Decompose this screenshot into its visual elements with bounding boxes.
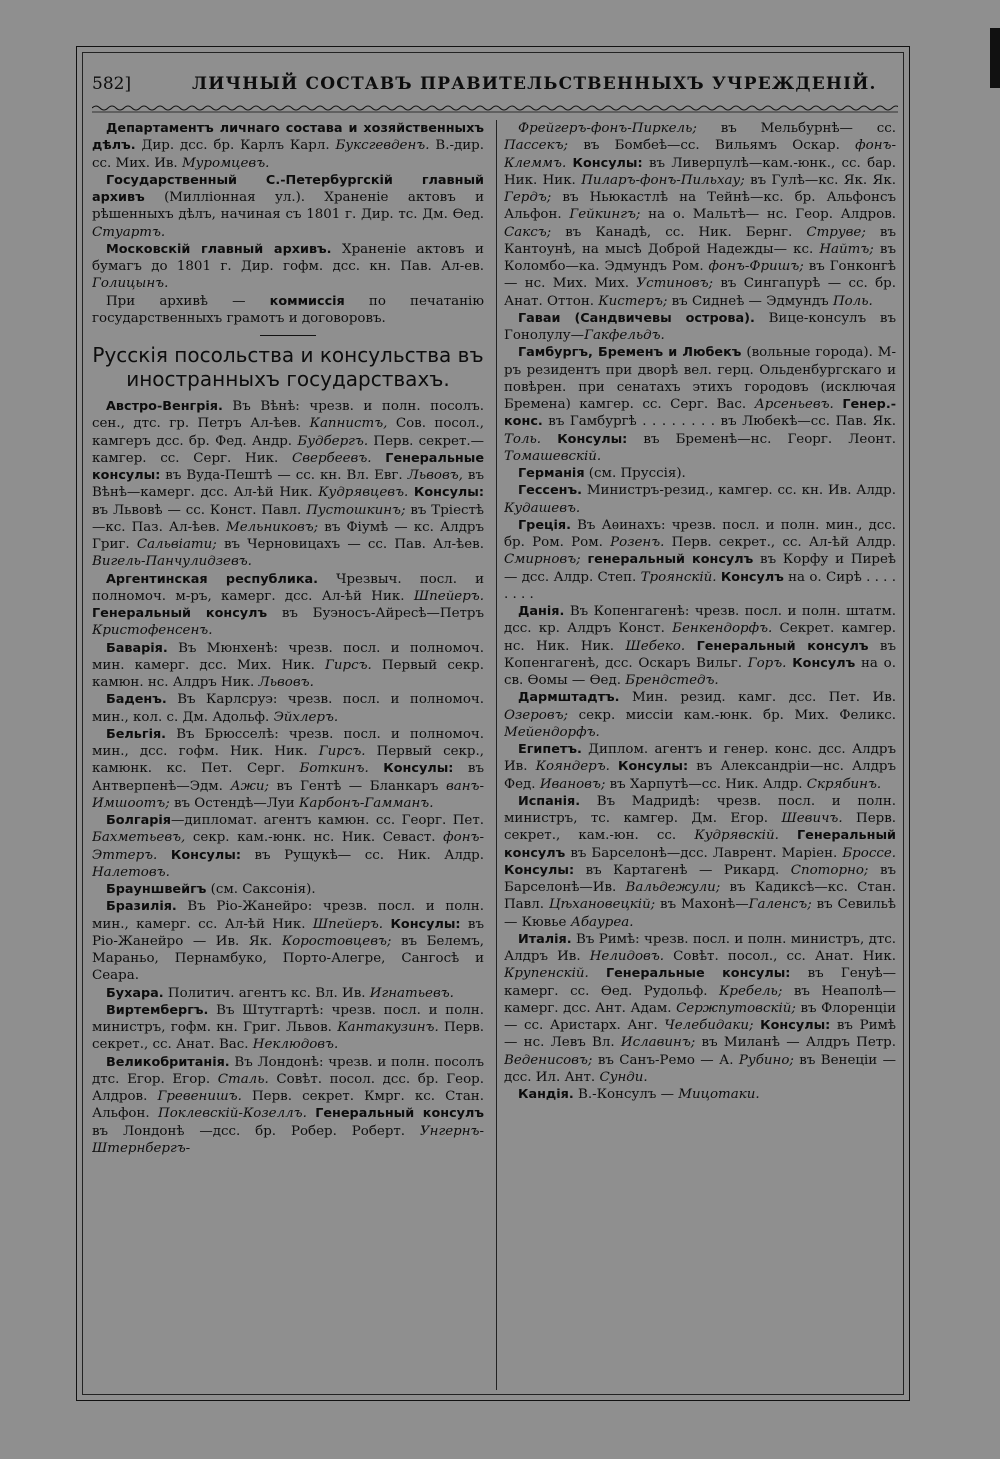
entry-text: въ Белемъ, Мараньо, Пернамбуко, Порто-Алегре, Сангосѣ и Сеара. [92, 933, 484, 984]
entry-paragraph [504, 344, 896, 465]
entry-text [685, 639, 696, 654]
entry-heading: Консулы: [413, 485, 484, 501]
entry-text: въ Вѣнѣ—камерг. дсс. Ал-ѣй Ник. [92, 468, 484, 501]
entry-text: въ Махонѣ— [655, 897, 749, 913]
entry-text: въ Рущукѣ— сс. Ник. Алдр. [240, 847, 484, 863]
person-name: Налетовъ. [92, 864, 170, 880]
entry-text: по печатанію государственныхъ грамотъ и договоровъ. [92, 293, 484, 326]
entry-text: Въ Брюсселѣ: чрезв. посл. и полномоч. мин., дсс. гофм. Ник. Ник. [92, 726, 484, 759]
entry-text: Въ Штутгартѣ: чрезв. посл. и полн. министръ, гофм. кн. Григ. Львов. [92, 1002, 484, 1035]
entry-text: Совѣт. посол., сс. Анат. Ник. [664, 949, 896, 964]
person-name: Крупенскій. [504, 966, 589, 982]
entry-heading: Генер.-конс. [504, 397, 896, 430]
entry-paragraph [92, 398, 484, 571]
person-name: Ивановъ; [539, 776, 606, 792]
entry-paragraph [92, 293, 484, 328]
entry-paragraph [92, 691, 484, 726]
entry-text: въ Кадиксѣ—кс. Стан. Павл. [504, 880, 896, 913]
entry-text: Въ Римѣ: чрезв. посл. и полн. министръ, дтс. Алдръ Ив. [504, 931, 896, 964]
entry-heading: Гаваи (Сандвичевы острова). [518, 310, 755, 326]
entry-text: —дипломат. агентъ камюн. сс. Георг. Пет. [171, 813, 484, 828]
entry-paragraph [504, 1086, 896, 1103]
entry-text: въ Буэносъ-Айресѣ—Петръ [267, 606, 484, 621]
entry-text: въ Гонконгѣ — нс. Мих. Мих. [504, 259, 896, 292]
person-name: Вигель-Панчулидзевъ. [92, 554, 252, 570]
entry-text: въ Ріо-Жанейро — Ив. Як. [92, 916, 484, 949]
section-title [92, 343, 484, 391]
entry-text: (см. Саксонія). [206, 882, 316, 897]
person-name: фонъ-Эттеръ. [92, 830, 484, 863]
person-name: Найтъ; [819, 241, 874, 257]
person-name: Смирновъ; [504, 552, 581, 568]
entry-paragraph [504, 603, 896, 689]
person-name: Пустошкинъ; [306, 502, 406, 518]
entry-text: Въ Копенгагенѣ: чрезв. посл. и полн. штатм. дсс. кр. Алдръ Конст. [504, 604, 896, 637]
person-name: Гирсъ. [318, 744, 366, 759]
person-name: Скрябинъ. [806, 776, 882, 792]
entry-heading: Генеральные консулы: [605, 966, 791, 982]
entry-text: въ Картагенѣ — Рикард. [574, 862, 791, 878]
entry-heading: Аргентинская республика. [106, 571, 319, 587]
person-name: Муромцевъ. [181, 155, 270, 171]
entry-text: В.-Консулъ — [573, 1087, 679, 1102]
entry-paragraph [504, 931, 896, 1086]
entry-heading: Кандія. [518, 1087, 574, 1102]
person-name: Эйхлеръ. [273, 709, 339, 725]
entry-text: въ Барселонѣ—дсс. Лаврент. Маріен. [565, 845, 843, 861]
entry-text: Вице-консулъ въ Гонолулу— [504, 310, 896, 343]
entry-text: въ Сингапурѣ — сс. бр. Анат. Оттон. [504, 276, 896, 309]
person-name: Вальдежули; [625, 880, 721, 895]
entry-text: въ Ньюкастлѣ на Тейнѣ—кс. бр. Альфонсъ Альфон. [504, 190, 896, 223]
entry-text: въ Барселонѣ—Ив. [504, 862, 896, 895]
entry-text: Диплом. агентъ и генер. конс. дсс. Алдръ Ив. [504, 742, 896, 775]
person-name: Струве; [806, 224, 866, 240]
entry-text: въ Севильѣ— Кювье [504, 897, 896, 930]
entry-heading: Генеральный консулъ [92, 606, 268, 621]
entry-heading: Великобританія. [106, 1054, 230, 1070]
entry-text: Политич. агентъ кс. Вл. Ив. [163, 985, 370, 1001]
right-column [504, 120, 896, 1390]
person-name: Арсеньевъ. [754, 397, 834, 412]
person-name: Гакфельдъ. [584, 328, 665, 343]
page-number: 582] [92, 74, 132, 94]
person-name: Кудашевъ. [504, 500, 581, 516]
entry-text: Министръ-резид., камгер. сс. кн. Ив. Алдр. [582, 483, 896, 499]
entry-text: Перв. секрет. Кмрг. кс. Стан. Альфон. [92, 1089, 484, 1122]
entry-text: Секрет. камгер. нс. Ник. Ник. [504, 621, 896, 654]
entry-paragraph [92, 172, 484, 241]
person-name: Игнатьевъ. [369, 985, 454, 1001]
entry-heading: Дармштадтъ. [518, 690, 620, 706]
entry-text: на о. Мальтѣ— нс. Геор. Алдров. [640, 207, 896, 223]
entry-text: въ Санъ-Ремо — А. [592, 1052, 739, 1068]
entry-text: въ Антверпенѣ—Эдм. [92, 761, 484, 794]
entry-paragraph [92, 898, 484, 984]
entry-paragraph [92, 985, 484, 1002]
entry-text: въ Гулѣ—кс. Як. Як. [744, 172, 896, 188]
entry-text [157, 848, 171, 863]
entry-text: въ Бомбеѣ—сс. Вильямъ Оскар. [568, 138, 856, 154]
entry-heading: Консулы: [618, 759, 689, 775]
entry-heading: Бразилія. [106, 899, 177, 915]
edge-mark [990, 28, 1000, 88]
entry-text: Перв. секрет., сс. Анат. Вас. [92, 1020, 484, 1053]
entry-heading: Гамбургъ, Бременъ и Любекъ [518, 345, 742, 361]
entry-paragraph [504, 741, 896, 793]
person-name: Кудрявцевъ. [318, 485, 409, 501]
person-name: Стуартъ. [92, 224, 166, 240]
person-name: Поль. [832, 293, 873, 309]
entry-text: Въ Карлсруэ: чрезв. посл. и полномоч. мин., кол. с. Дм. Адольф. [92, 692, 484, 725]
entry-text: Въ Мюнхенѣ: чрезв. посл. и полномоч. мин. камерг. дсс. Мих. Ник. [92, 640, 484, 673]
entry-text: въ Вуда-Пештѣ — сс. кн. Вл. Евг. [160, 468, 408, 483]
entry-heading: Консулы: [504, 862, 575, 878]
entry-heading: Гессенъ. [518, 483, 583, 499]
entry-heading: Генеральные консулы: [92, 450, 484, 483]
entry-text [779, 828, 797, 843]
entry-text: въ Флоренціи— сс. Аристарх. Анг. [504, 1000, 896, 1033]
entry-paragraph [92, 241, 484, 293]
person-name: Гирсъ. [325, 657, 372, 673]
person-name: Веденисовъ; [504, 1052, 593, 1068]
entry-heading: Египетъ. [518, 742, 582, 757]
column-divider [496, 120, 497, 1390]
entry-text: въ Ливерпулѣ—кам.-юнк., сс. бар. Ник. Ник. [504, 155, 896, 188]
entry-heading: Государственный С.-Петербургскій главный архивъ [92, 172, 484, 205]
person-name: Томашевскій. [504, 448, 602, 464]
person-name: Львовъ. [258, 675, 314, 690]
running-header [92, 74, 898, 102]
person-name: Пиларъ-фонъ-Пильхау; [581, 172, 745, 188]
entry-paragraph [92, 571, 484, 640]
person-name: Львовъ, [407, 468, 463, 483]
person-name: Неклюдовъ. [252, 1037, 339, 1053]
person-name: Рубино; [738, 1052, 794, 1068]
entry-text: (Милліонная ул.). Храненіе актовъ и рѣшенныхъ дѣлъ, начиная съ 1801 г. Дир. тс. Дм. Ѳед. [92, 190, 484, 223]
entry-text: въ Гентѣ — Бланкаръ [268, 778, 446, 794]
entry-text: Мин. резид. камг. дсс. Пет. Ив. [619, 690, 896, 706]
entry-paragraph [92, 812, 484, 881]
entry-text: въ Кантоунѣ, на мысѣ Доброй Надежды— кс. [504, 224, 896, 257]
person-name: Кудрявскій. [694, 828, 779, 844]
entry-text: Перв. секрет., кам.-юн. сс. [504, 811, 896, 844]
entry-heading: Италія. [518, 931, 572, 947]
entry-heading: Московскій главный архивъ. [106, 241, 332, 257]
entry-heading: Генеральный консулъ [696, 638, 869, 654]
entry-text: Сов. посол., камгеръ дсс. бр. Фед. Андр. [92, 416, 484, 449]
entry-paragraph [92, 120, 484, 172]
person-name: Мицотаки. [678, 1087, 760, 1102]
person-name: Саксъ; [504, 224, 552, 240]
entry-text: Въ Лондонѣ: чрезв. и полн. посолъ дтс. Егор. Егор. [92, 1054, 484, 1087]
entry-heading: Бухара. [106, 985, 164, 1001]
entry-text: въ Неаполѣ—камерг. дсс. Ант. Адам. [504, 983, 896, 1016]
person-name: Броссе. [842, 845, 896, 861]
entry-text: въ Лондонѣ —дсс. бр. Робер. Роберт. [92, 1123, 420, 1139]
person-name: фонъ-Фришъ; [708, 259, 804, 274]
person-name: Брендстедъ. [625, 673, 719, 688]
entry-paragraph [92, 640, 484, 692]
entry-heading: Консулы: [760, 1018, 831, 1033]
person-name: Мельниковъ; [226, 519, 319, 535]
entry-heading: Баденъ. [106, 692, 167, 708]
person-name: Кантакузинъ. [337, 1020, 439, 1035]
entry-heading: Брауншвейгъ [106, 882, 207, 897]
person-name: Капнистъ, [309, 416, 388, 432]
person-name: Гейкингъ; [569, 207, 641, 223]
entry-paragraph [504, 517, 896, 603]
person-name: Цѣхановецкій; [548, 897, 656, 913]
entry-heading: Болгарія [106, 813, 172, 828]
entry-heading: Испанія. [518, 793, 581, 809]
entry-text: секр. кам.-юнк. нс. Ник. Севаст. [185, 830, 444, 846]
entry-paragraph [92, 881, 484, 898]
entry-text: Совѣт. посол. дсс. бр. Геор. Алдров. [92, 1071, 484, 1104]
person-name: Пассекъ; [504, 138, 569, 154]
person-name: Кребель; [719, 983, 783, 999]
entry-paragraph [504, 310, 896, 345]
entry-text: въ Генуѣ—камерг. сс. Ѳед. Рудольф. [504, 966, 896, 999]
person-name: Фрейгеръ-фонъ-Пиркель; [518, 121, 697, 136]
person-name: Шебеко. [625, 638, 686, 654]
person-name: Буксгевденъ. [335, 138, 430, 154]
entry-heading: Департаментъ личнаго состава и хозяйственныхъ дѣлъ. [92, 121, 484, 154]
entry-heading: Греція. [518, 517, 571, 533]
person-name: Сунди. [599, 1069, 648, 1085]
entry-heading: Консулъ [792, 655, 856, 671]
entry-heading: Данія. [518, 604, 565, 619]
person-name: фонъ-Клеммъ. [504, 138, 896, 171]
person-name: Гердъ; [504, 190, 552, 205]
entry-heading: Консулы: [390, 916, 461, 932]
entry-text: въ Фіумѣ — кс. Алдръ Григ. [92, 519, 484, 552]
entry-text: въ Харпутѣ—сс. Ник. Алдр. [605, 776, 807, 792]
entry-text: на о. св. Ѳомы — Ѳед. [504, 655, 896, 688]
entry-heading: Баварія. [106, 640, 168, 656]
person-name: Кояндеръ. [535, 759, 610, 775]
person-name: Розенъ. [610, 535, 665, 550]
person-name: Кистеръ; [598, 293, 668, 309]
person-name: Иславинъ; [620, 1035, 696, 1051]
person-name: Гревенишъ. [157, 1089, 242, 1104]
entry-text: въ Миланѣ — Алдръ Петр. [695, 1035, 896, 1051]
person-name: Челебидаки; [664, 1018, 754, 1033]
page-title: ЛИЧНЫЙ СОСТАВЪ ПРАВИТЕЛЬСТВЕННЫХЪ УЧРЕЖДЕНІЙ. [192, 74, 877, 94]
person-name: Шпейеръ. [312, 916, 384, 932]
entry-heading: Германія [518, 466, 585, 481]
person-name: ванъ-Имшоотъ; [92, 778, 484, 811]
entry-text: (вольные города). М-ръ резидентъ при дворѣ вел. герц. Ольденбургскаго и повѣрен. при сенатахъ этихъ городовъ (исключая Бремена) камгер. сс. Серг. Вас. [504, 345, 896, 412]
entry-text: Первый секр. камюн. нс. Алдръ Ник. [92, 657, 484, 690]
entry-text: Храненіе актовъ и бумагъ до 1801 г. Дир. гофм. дсс. кн. Пав. Ал-ев. [92, 241, 484, 274]
entry-text: въ Бременѣ—нс. Георг. Леонт. [627, 431, 896, 447]
person-name: Абауреа. [570, 914, 634, 930]
entry-text: Перв. секрет.—камгер. сс. Серг. Ник. [92, 433, 484, 466]
entry-text: Въ Вѣнѣ: чрезв. и полн. посолъ. сен., дтс. гр. Петръ Ал-ѣев. [92, 399, 484, 432]
person-name: Будбергъ. [297, 433, 369, 449]
entry-paragraph [92, 1002, 484, 1054]
entry-text: Въ Мадридѣ: чрезв. посл. и полн. министръ, тс. камгер. Дм. Егор. [504, 793, 896, 826]
entry-text [610, 759, 618, 774]
person-name: Поклевскій-Козеллъ. [158, 1106, 307, 1122]
entry-heading: Генеральный консулъ [504, 828, 896, 861]
person-name: Свербеевъ. [292, 450, 372, 466]
entry-text: въ Венеціи — дсс. Ил. Ант. [504, 1052, 896, 1085]
person-name: Троянскій. [640, 569, 717, 585]
entry-text [369, 761, 384, 776]
left-column [92, 120, 484, 1390]
person-name: Сержпутовскій; [676, 1000, 796, 1016]
person-name: Мейендорфъ. [504, 724, 600, 740]
person-name: Бахметьевъ, [92, 830, 186, 846]
entry-paragraph [92, 1054, 484, 1158]
entry-text [589, 966, 606, 981]
entry-text: въ Копенгагенѣ, дсс. Оскаръ Вильг. [504, 638, 896, 671]
person-name: Унгернъ-Штернбергъ- [92, 1123, 484, 1156]
entry-text: Дир. дсс. бр. Карлъ Карл. [135, 138, 336, 154]
person-name: Толь. [504, 431, 542, 447]
section-title-text: Русскія посольства и консульства въ иностранныхъ государствахъ. [92, 343, 484, 391]
person-name: Кристофенсенъ. [92, 623, 213, 639]
person-name: Галенсъ; [748, 897, 812, 913]
entry-heading: генеральный консулъ [587, 552, 754, 568]
entry-heading: Генеральный консулъ [315, 1106, 484, 1122]
entry-paragraph [504, 482, 896, 517]
entry-text: (см. Пруссія). [584, 466, 686, 481]
entry-text: Въ Аѳинахъ: чрезв. посл. и полн. мин., дсс. бр. Ром. Ром. [504, 517, 896, 550]
person-name: Карбонъ-Гамманъ. [299, 795, 434, 811]
entry-text: Въ Ріо-Жанейро: чрезв. посл. и полн. мин., камерг. сс. Ал-ѣй Ник. [92, 899, 484, 932]
entry-text: въ Сиднеѣ — Эдмундъ [667, 293, 833, 309]
entry-heading: Бельгія. [106, 726, 167, 742]
person-name: Споторно; [790, 862, 869, 878]
entry-heading: Консулы: [572, 155, 643, 171]
entry-text [372, 451, 386, 466]
section-rule [260, 335, 316, 336]
person-name: Озеровъ; [504, 707, 569, 723]
person-name: Нелидовъ. [589, 949, 664, 964]
entry-paragraph [504, 793, 896, 931]
person-name: Шпейеръ. [413, 588, 484, 604]
entry-text: въ Львовѣ — сс. Конст. Павл. [92, 502, 307, 518]
entry-heading: Консулы: [557, 431, 628, 447]
person-name: Шевичъ. [781, 811, 843, 826]
header-wavy-rule [92, 104, 898, 114]
entry-text [541, 432, 557, 447]
entry-paragraph [92, 726, 484, 812]
entry-text: Перв. секрет., сс. Ал-ѣй Алдр. [664, 535, 896, 550]
entry-text: секр. миссіи кам.-юнк. бр. Мих. Феликс. [568, 707, 896, 723]
entry-text: въ Коломбо—ка. Эдмундъ Ром. [504, 241, 896, 274]
entry-text: въ Тріестѣ—кс. Паз. Ал-ѣев. [92, 502, 484, 535]
person-name: Боткинъ. [299, 761, 369, 777]
person-name: Сальвіати; [136, 537, 217, 552]
person-name: Бенкендорфъ. [672, 621, 773, 637]
entry-text: въ Корфу и Пиреѣ — дсс. Алдр. Степ. [504, 552, 896, 585]
entry-paragraph [504, 689, 896, 741]
person-name: Устиновъ; [636, 276, 714, 292]
entry-text: въ Римѣ — нс. Левъ Вл. [504, 1018, 896, 1051]
person-name: Сталь. [217, 1071, 269, 1087]
entry-text: въ Гамбургѣ . . . . . . . . въ Любекѣ—сс. Пав. Як. [542, 414, 896, 430]
person-name: Горъ. [747, 655, 787, 671]
entry-heading: Консулъ [720, 569, 784, 585]
entry-text: При архивѣ — [106, 293, 270, 309]
entry-heading: Консулы: [383, 761, 454, 777]
entry-text [307, 1106, 315, 1121]
entry-text: въ Мельбурнѣ— сс. [696, 121, 896, 136]
entry-heading: коммиссія [269, 293, 345, 309]
entry-heading: Виртембергъ. [106, 1002, 209, 1018]
entry-text: Чрезвыч. посл. и полномоч. м-ръ, камерг. дсс. Ал-ѣй Ник. [92, 571, 484, 604]
entry-paragraph [504, 120, 896, 310]
person-name: Коростовцевъ; [281, 933, 392, 949]
entry-text: на о. Сирѣ . . . . . . . . [504, 569, 896, 602]
entry-text: Первый секр., камюнк. кс. Пет. Серг. [92, 744, 484, 777]
person-name: Голицынъ. [92, 276, 169, 292]
entry-paragraph [504, 465, 896, 482]
entry-text: въ Александріи—нс. Алдръ Фед. [504, 759, 896, 792]
person-name: Ажи; [230, 778, 269, 794]
entry-text: въ Черновицахъ — сс. Пав. Ал-ѣев. [216, 537, 484, 552]
entry-text: въ Канадѣ, сс. Ник. Бернг. [551, 224, 807, 240]
entry-text: В.-дир. сс. Мих. Ив. [92, 138, 484, 171]
entry-heading: Австро-Венгрія. [106, 399, 223, 414]
entry-text: въ Остендѣ—Луи [169, 795, 299, 811]
entry-heading: Консулы: [170, 847, 241, 863]
